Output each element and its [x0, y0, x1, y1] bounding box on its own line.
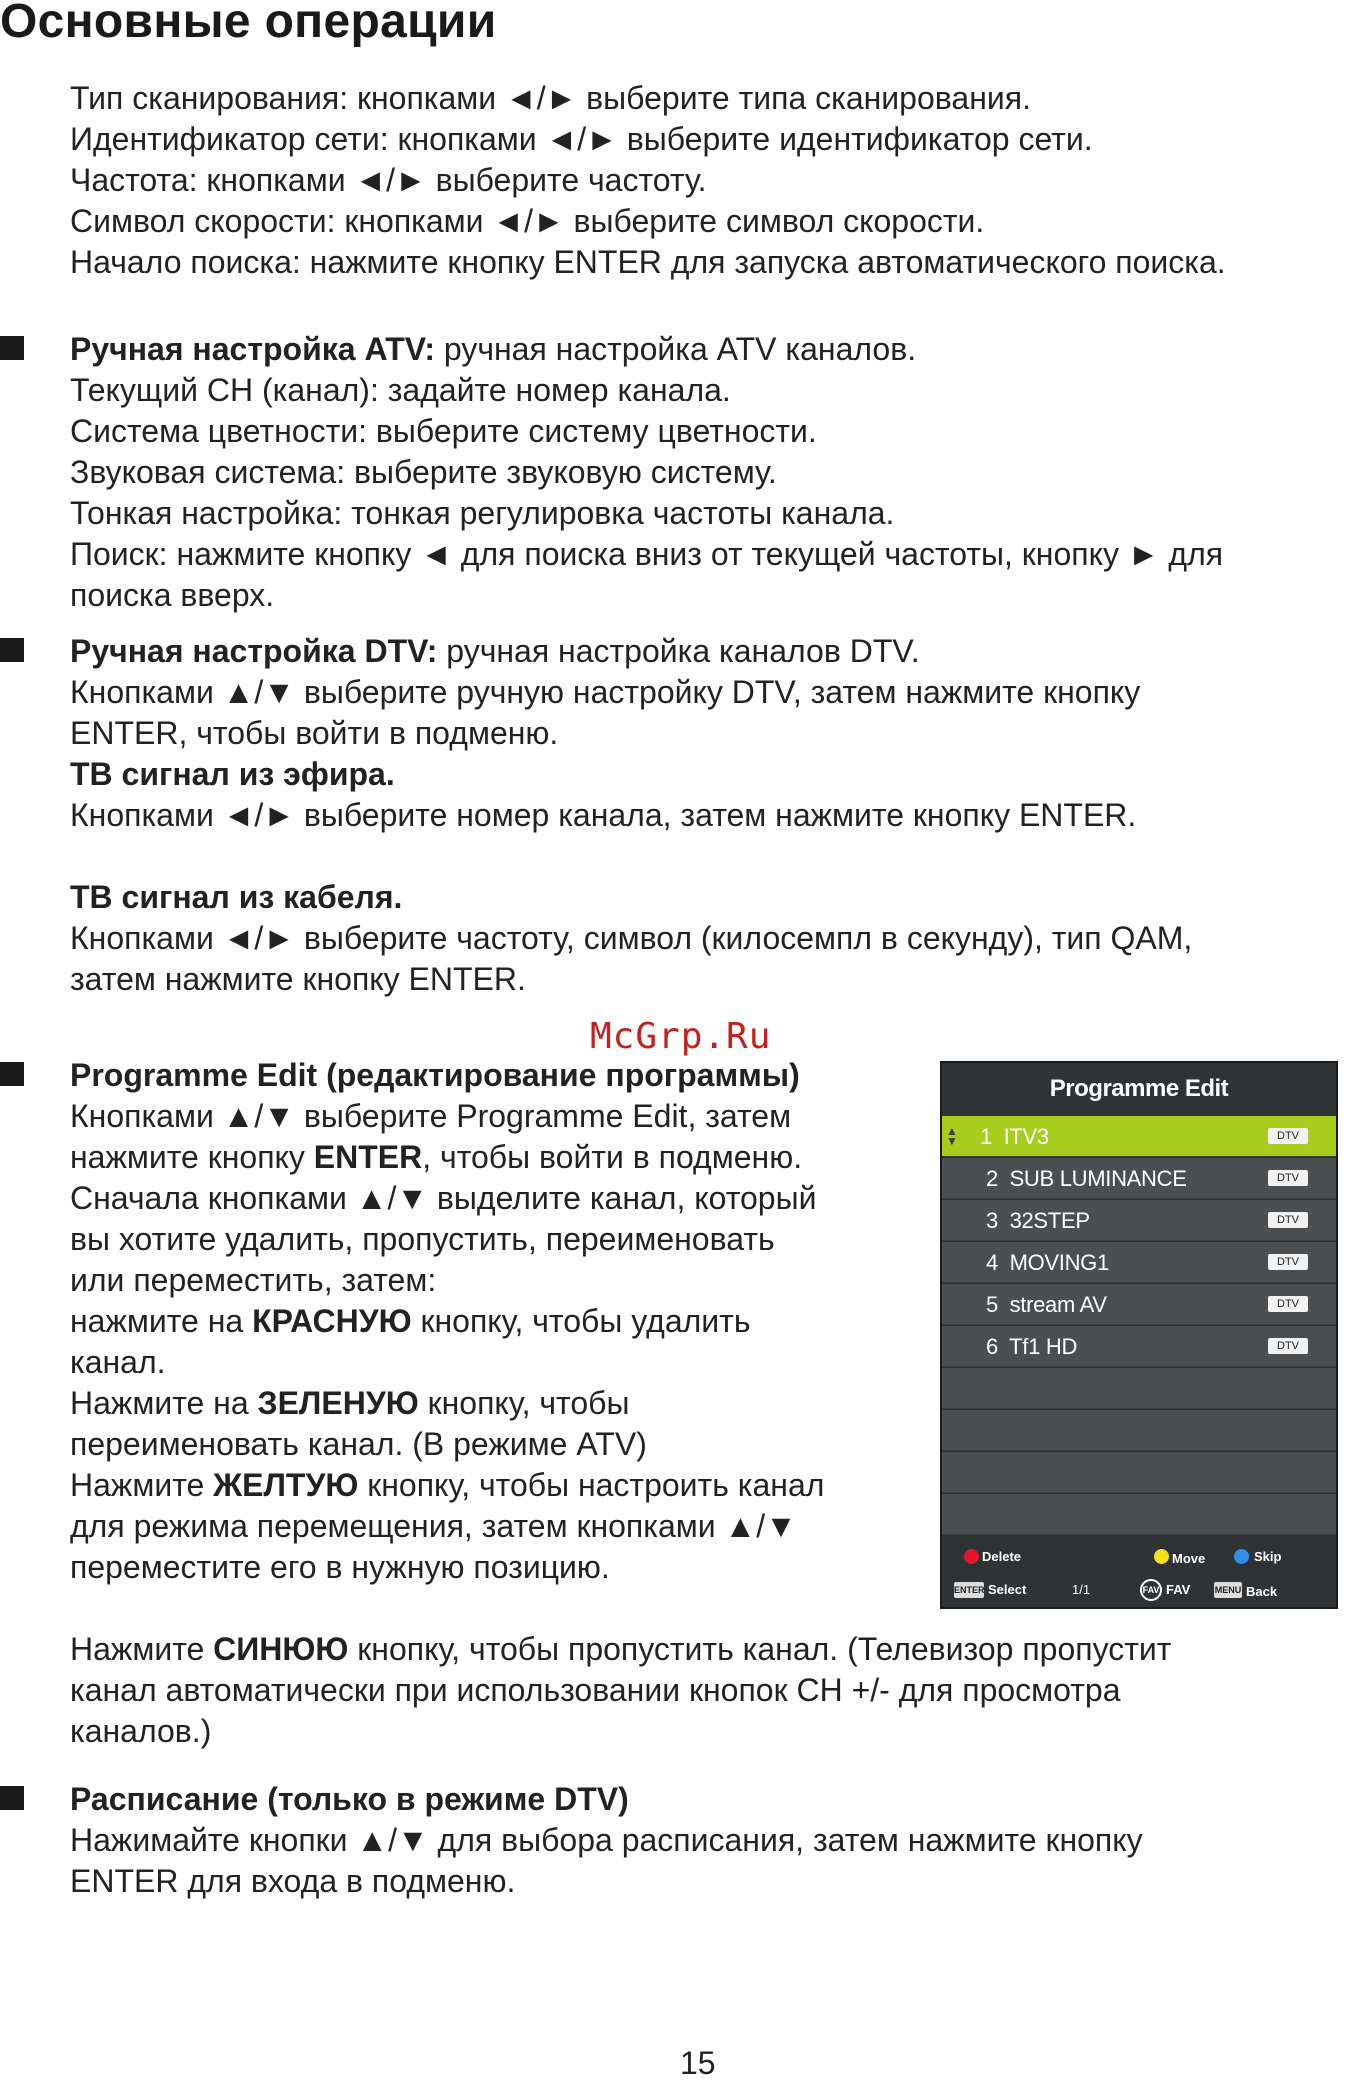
schedule-line: Нажимайте кнопки ▲/▼ для выбора расписания, затем нажмите кнопку [70, 1822, 1143, 1858]
page-number: 15 [680, 2045, 716, 2081]
pe-bold: СИНЮЮ [213, 1631, 349, 1667]
air-line: Кнопками ◄/► выберите номер канала, затем нажмите кнопку ENTER. [70, 797, 1137, 833]
channel-number: 2 [986, 1166, 998, 1191]
dtv-heading: Ручная настройка DTV: [70, 633, 438, 669]
pe-bold: КРАСНУЮ [252, 1303, 412, 1339]
pe-line: переименовать канал. (В режиме ATV) [70, 1426, 647, 1462]
channel-name: 32STEP [1009, 1208, 1090, 1233]
atv-heading-text: ручная настройка ATV каналов. [434, 331, 917, 367]
pe-line: для режима перемещения, затем кнопками ▲/▼ [70, 1508, 797, 1544]
schedule-heading: Расписание (только в режиме DTV) [70, 1781, 629, 1817]
channel-number: 4 [986, 1250, 998, 1275]
atv-line: Звуковая система: выберите звуковую систему. [70, 454, 777, 490]
channel-type-badge: DTV [1268, 1296, 1308, 1312]
menu-title: Programme Edit [1049, 1075, 1229, 1102]
bullet-square [0, 336, 24, 360]
pe-line: канал автоматически при использовании кнопок CH +/- для просмотра [70, 1672, 1121, 1708]
bullet-square [0, 1786, 24, 1810]
blue-button-icon [1234, 1549, 1249, 1564]
bullet-square [0, 638, 24, 662]
legend-back: Back [1246, 1584, 1278, 1599]
intro-line: Начало поиска: нажмите кнопку ENTER для запуска автоматического поиска. [70, 244, 1226, 280]
pe-text: Нажмите [70, 1631, 214, 1667]
air-heading: ТВ сигнал из эфира. [70, 756, 395, 792]
channel-number: 3 [986, 1208, 998, 1233]
dtv-line: Кнопками ▲/▼ выберите ручную настройку DTV, затем нажмите кнопку [70, 674, 1141, 710]
channel-type-badge: DTV [1268, 1254, 1308, 1270]
pe-text: Нажмите [70, 1467, 214, 1503]
dtv-heading-text: ручная настройка каналов DTV. [437, 633, 920, 669]
atv-heading: Ручная настройка ATV: [70, 331, 435, 367]
page-title: Основные операции [0, 0, 497, 48]
channel-name: MOVING1 [1009, 1250, 1109, 1275]
channel-number: 5 [986, 1292, 998, 1317]
channel-type-badge: DTV [1268, 1170, 1308, 1186]
pe-line: канал. [70, 1344, 166, 1380]
pe-line: Сначала кнопками ▲/▼ выделите канал, который [70, 1180, 817, 1216]
channel-name: SUB LUMINANCE [1009, 1166, 1187, 1191]
atv-line: Текущий CH (канал): задайте номер канала. [70, 372, 731, 408]
pe-text: кнопку, чтобы [418, 1385, 630, 1421]
pe-line: каналов.) [70, 1713, 212, 1749]
channel-name: ITV3 [1003, 1124, 1049, 1149]
atv-line: Поиск: нажмите кнопку ◄ для поиска вниз от текущей частоты, кнопку ► для [70, 536, 1224, 572]
intro-line: Тип сканирования: кнопками ◄/► выберите типа сканирования. [70, 80, 1031, 116]
updown-arrow-icon: ▲ ▼ [946, 1124, 958, 1148]
cable-heading: ТВ сигнал из кабеля. [70, 879, 403, 915]
pe-text: , чтобы войти в подменю. [422, 1139, 803, 1175]
pe-text: кнопку, чтобы пропустить канал. (Телевизор пропустит [348, 1631, 1172, 1667]
pe-line: или переместить, затем: [70, 1262, 437, 1298]
atv-line: Тонкая настройка: тонкая регулировка частоты канала. [70, 495, 895, 531]
bullet-square [0, 1062, 24, 1086]
page-indicator: 1/1 [1072, 1582, 1091, 1597]
enter-key-icon: ENTER [954, 1582, 984, 1598]
channel-row[interactable] [942, 1116, 1336, 1157]
atv-section [70, 329, 1223, 616]
dtv-line: ENTER, чтобы войти в подменю. [70, 715, 559, 751]
empty-row [942, 1452, 1336, 1493]
watermark: McGrp.Ru [590, 1016, 772, 1057]
pe-line: вы хотите удалить, пропустить, переименовать [70, 1221, 775, 1257]
intro-line: Идентификатор сети: кнопками ◄/► выберите идентификатор сети. [70, 121, 1093, 157]
pe-text: кнопку, чтобы удалить [411, 1303, 751, 1339]
empty-row [942, 1410, 1336, 1451]
channel-number: 1 [980, 1124, 992, 1149]
intro-line: Символ скорости: кнопками ◄/► выберите символ скорости. [70, 203, 985, 239]
channel-name: stream AV [1009, 1292, 1107, 1317]
pe-bold: ENTER [313, 1139, 423, 1175]
atv-line: Система цветности: выберите систему цветности. [70, 413, 817, 449]
legend-delete: Delete [982, 1549, 1022, 1564]
empty-row [942, 1368, 1336, 1409]
legend-fav: FAV [1166, 1582, 1191, 1597]
pe-text: кнопку, чтобы настроить канал [358, 1467, 825, 1503]
atv-line: поиска вверх. [70, 577, 275, 613]
channel-type-badge: DTV [1268, 1128, 1308, 1144]
pe-line: Кнопками ▲/▼ выберите Programme Edit, затем [70, 1098, 792, 1134]
dtv-section [70, 631, 1192, 1000]
legend-skip: Skip [1254, 1549, 1282, 1564]
red-button-icon [964, 1549, 979, 1564]
legend-move: Move [1172, 1551, 1206, 1566]
intro-line: Частота: кнопками ◄/► выберите частоту. [70, 162, 707, 198]
cable-line: Кнопками ◄/► выберите частоту, символ (килосемпл в секунду), тип QAM, [70, 920, 1193, 956]
legend-select: Select [988, 1582, 1027, 1597]
yellow-button-icon [1154, 1549, 1169, 1564]
schedule-line: ENTER для входа в подменю. [70, 1863, 516, 1899]
pe-text: нажмите на [70, 1303, 253, 1339]
pe-text: нажмите кнопку [70, 1139, 314, 1175]
fav-key-icon: FAV [1140, 1579, 1162, 1601]
empty-row [942, 1494, 1336, 1535]
pe-line: переместите его в нужную позицию. [70, 1549, 610, 1585]
programme-edit-menu [940, 1061, 1338, 1609]
pe-bold: ЗЕЛЕНУЮ [257, 1385, 419, 1421]
channel-type-badge: DTV [1268, 1212, 1308, 1228]
cable-line: затем нажмите кнопку ENTER. [70, 961, 526, 997]
channel-name: Tf1 HD [1009, 1334, 1078, 1359]
channel-row[interactable] [942, 1200, 1336, 1241]
pe-bold: ЖЕЛТУЮ [213, 1467, 359, 1503]
menu-key-icon: MENU [1214, 1582, 1242, 1598]
channel-row[interactable] [942, 1158, 1336, 1199]
pe-text: Нажмите на [70, 1385, 258, 1421]
channel-row[interactable] [942, 1284, 1336, 1325]
channel-row[interactable] [942, 1326, 1336, 1367]
schedule-section [70, 1779, 1143, 1902]
channel-number: 6 [986, 1334, 998, 1359]
intro-block [70, 78, 1226, 283]
channel-type-badge: DTV [1268, 1338, 1308, 1354]
programme-edit-heading: Programme Edit (редактирование программы) [70, 1057, 800, 1093]
channel-row[interactable] [942, 1242, 1336, 1283]
channel-list [942, 1116, 1336, 1536]
